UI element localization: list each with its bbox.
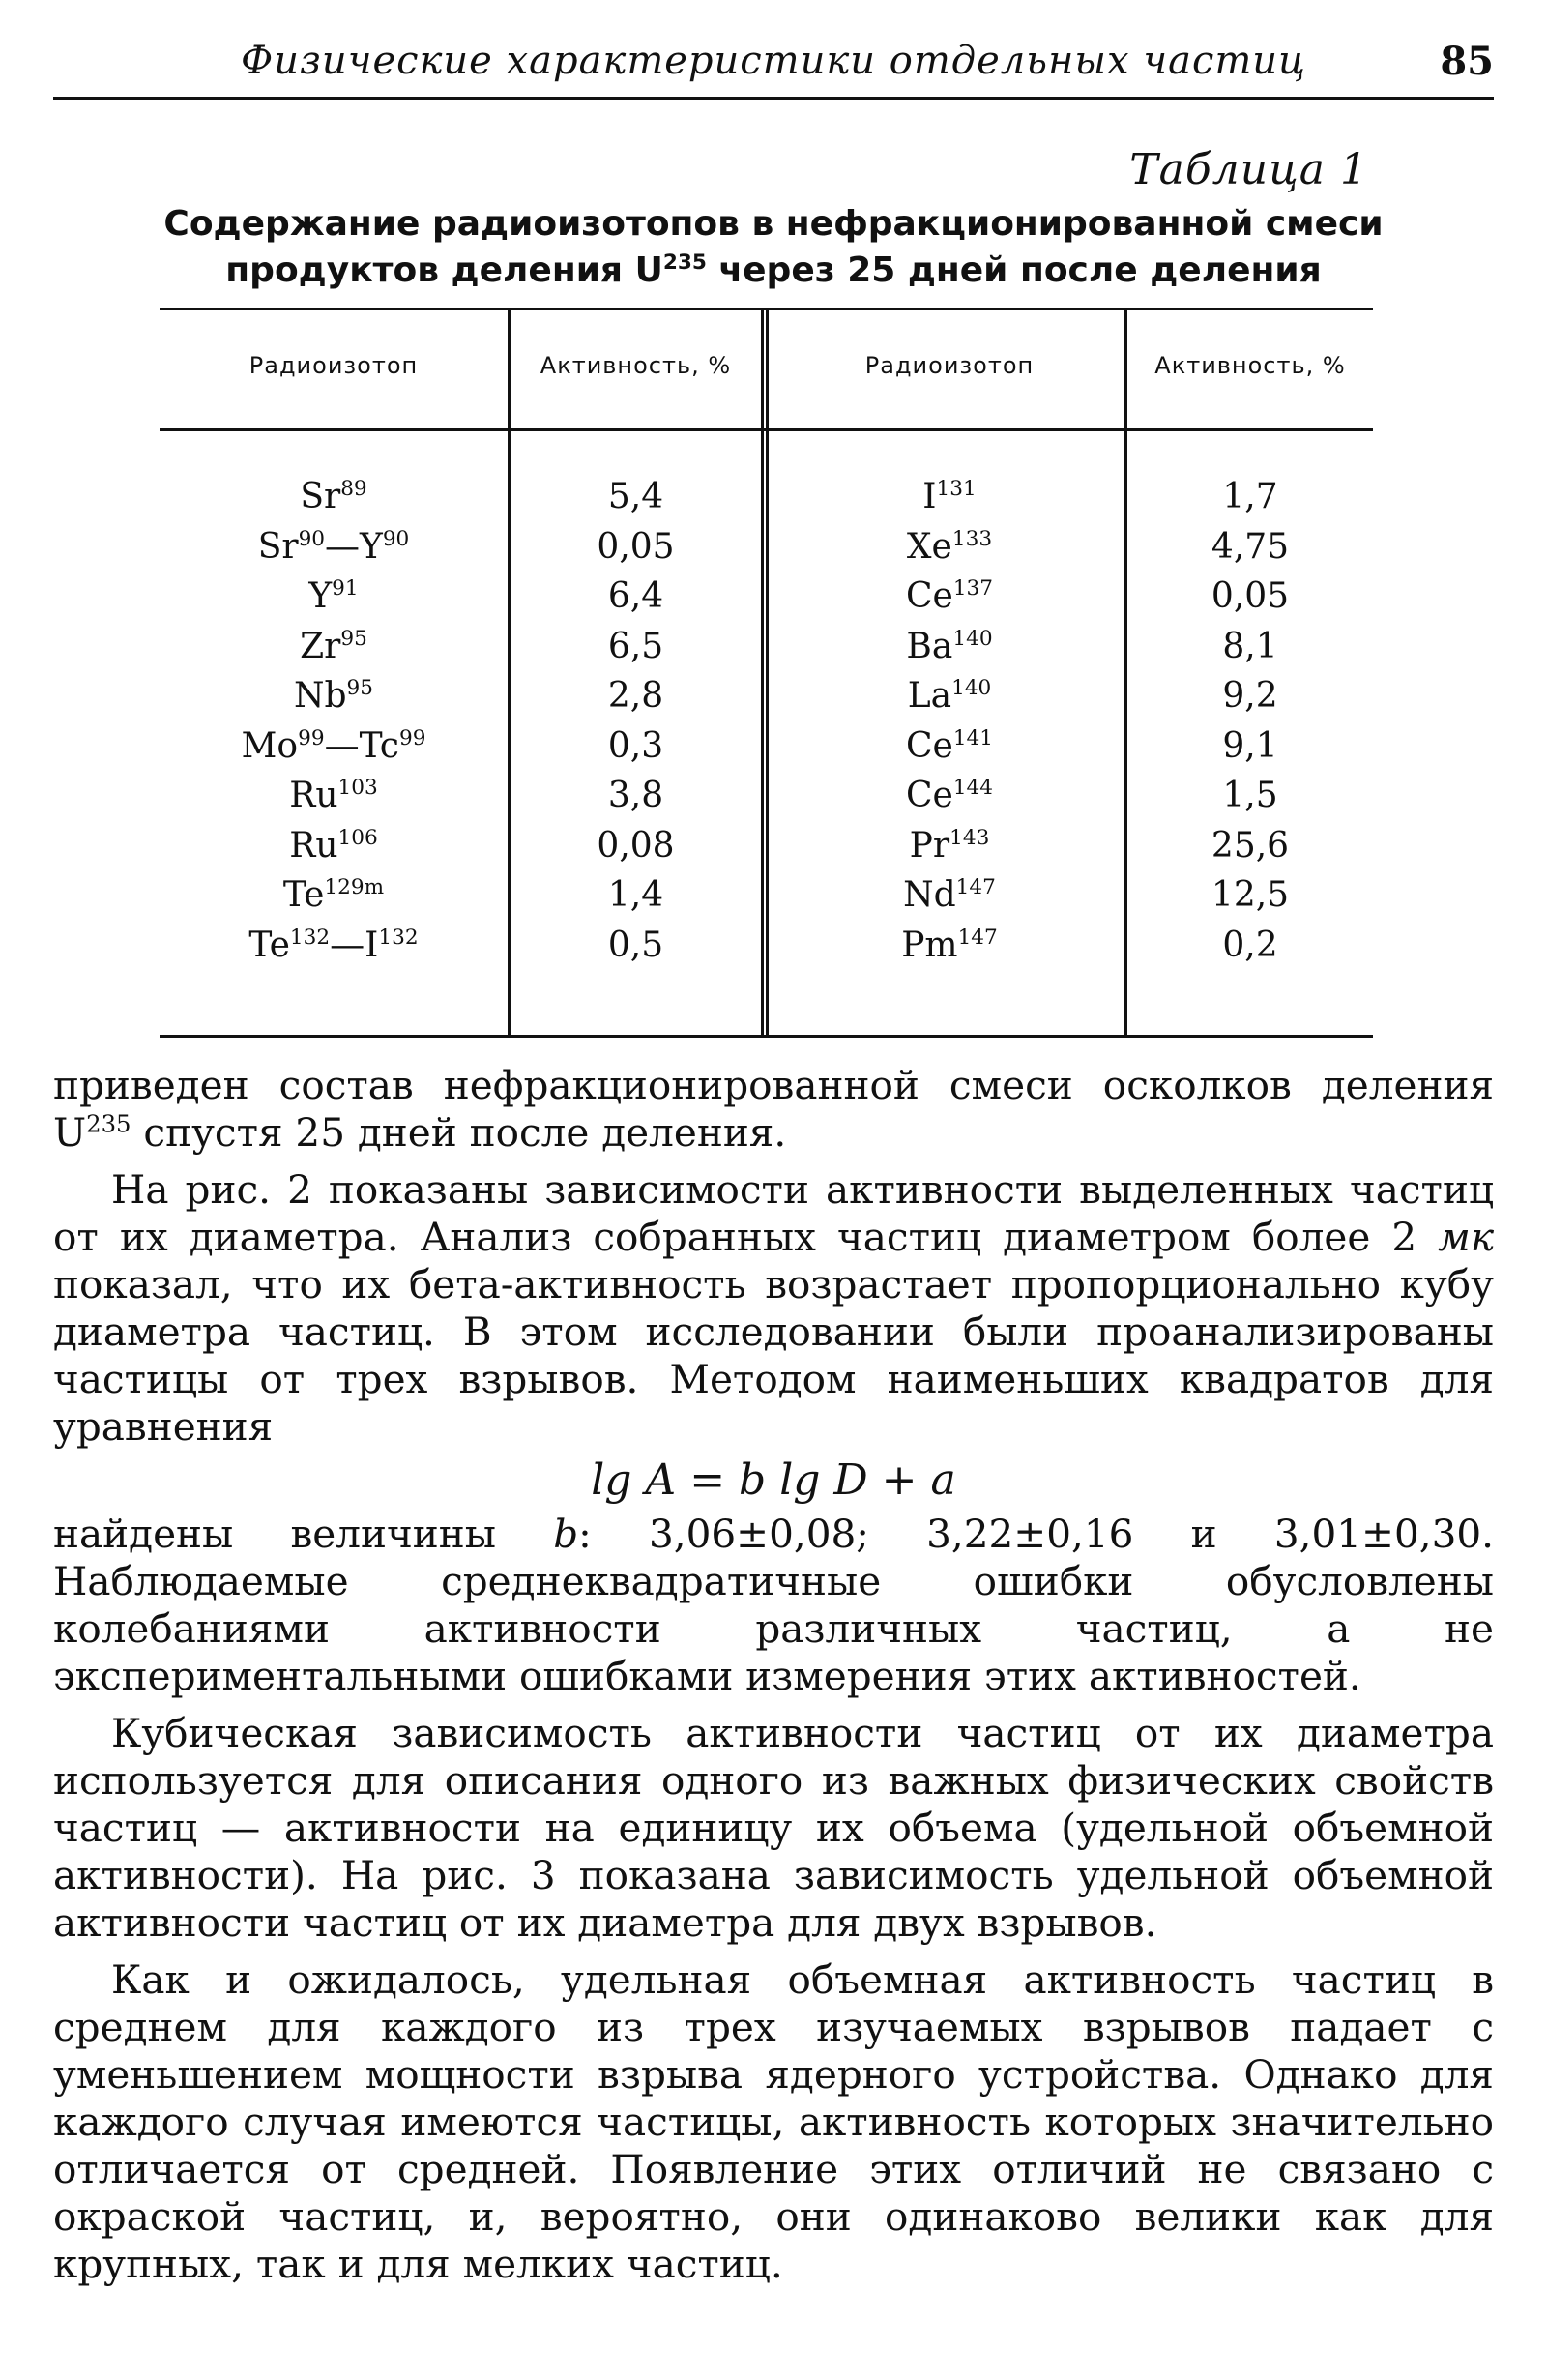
mass-number: 137 bbox=[952, 576, 994, 601]
mass-number: 90 bbox=[298, 526, 326, 551]
isotope-cell bbox=[160, 622, 508, 671]
isotope-symbol: Ba bbox=[906, 626, 953, 666]
unit-text: мк bbox=[1438, 1214, 1494, 1260]
page-number: 85 bbox=[1440, 39, 1494, 84]
mass-number: 140 bbox=[952, 626, 993, 651]
isotope-cell bbox=[774, 870, 1124, 920]
mass-number: 91 bbox=[332, 576, 359, 601]
activity-cell: 0,2 bbox=[1222, 925, 1278, 965]
paragraph-text: На рис. 2 показаны зависимости активности выделенных частиц от их диаметра. Анализ собранных частиц диаметром более 2 bbox=[53, 1166, 1494, 1260]
isotope-cell bbox=[160, 721, 508, 771]
body-text bbox=[53, 1062, 1494, 2288]
paragraph-text: показал, что их бета-активность возрастает пропорционально кубу диаметра частиц. В этом исследовании были проанализированы частицы от трех взрывов. Методом наименьших квадратов для уравнения bbox=[53, 1261, 1494, 1450]
mass-number: 95 bbox=[346, 676, 374, 700]
isotope-cell bbox=[160, 522, 508, 572]
table-label: Таблица 1 bbox=[1129, 145, 1368, 194]
table-title-text: через 25 дней после деления bbox=[706, 250, 1322, 290]
activity-cell: 1,7 bbox=[1222, 477, 1278, 516]
mass-number: 95 bbox=[340, 626, 367, 651]
superscript: 235 bbox=[86, 1109, 131, 1138]
mass-number: 144 bbox=[952, 776, 994, 800]
isotope-symbol: I bbox=[922, 477, 937, 516]
mass-number: 106 bbox=[337, 825, 378, 850]
isotope-cell bbox=[774, 671, 1124, 720]
isotope-symbol: Ru bbox=[289, 776, 338, 815]
table-double-divider bbox=[761, 308, 774, 1038]
paragraph-5: Как и ожидалось, удельная объемная активность частиц в среднем для каждого из трех изучаемых взрывов падает с уменьшением мощности взрыва ядерного устройства. Однако для каждого случая имеются частицы, активность которых значительно отличается от средней. Появление этих отличий не связано с окраской частиц, и, вероятно, они одинаково велики как для крупных, так и для мелких частиц. bbox=[53, 1956, 1494, 2287]
mass-number: 132 bbox=[378, 925, 419, 950]
isotope-cell bbox=[160, 572, 508, 621]
mass-number: 99 bbox=[298, 725, 325, 750]
column-header-isotope-2: Радиоизотоп bbox=[864, 352, 1035, 379]
mass-number: 132 bbox=[289, 925, 331, 950]
isotope-symbol: Ce bbox=[905, 725, 953, 766]
activity-cell: 1,5 bbox=[1222, 776, 1278, 815]
mass-number: 147 bbox=[957, 925, 998, 950]
isotope-symbol: Pm bbox=[901, 925, 958, 965]
isotope-cell bbox=[160, 771, 508, 820]
mass-number: 140 bbox=[951, 676, 992, 700]
activity-cell: 9,1 bbox=[1222, 725, 1278, 766]
paragraph-text: приведен состав нефракционированной смеси осколков деления U bbox=[53, 1062, 1494, 1156]
table-title-text: продуктов деления U bbox=[225, 250, 663, 290]
column-header-activity-1: Активность, % bbox=[540, 352, 732, 379]
isotope-cell bbox=[160, 870, 508, 920]
mass-number: 147 bbox=[955, 875, 996, 899]
isotope-symbol: Te bbox=[248, 925, 290, 965]
activity-cell: 6,4 bbox=[607, 576, 664, 616]
paragraph-text: : 3,06±0,08; 3,22±0,16 и 3,01±0,30. Наблюдаемые среднеквадратичные ошибки обусловлены колебаниями активности различных частиц, а не экспериментальными ошибками измерения этих активностей. bbox=[53, 1511, 1495, 1699]
isotope-cell bbox=[774, 522, 1124, 572]
isotope-symbol: —Y bbox=[325, 526, 383, 567]
isotope-symbol: Sr bbox=[300, 477, 341, 516]
activity-cell: 0,08 bbox=[597, 825, 675, 866]
activity-cell: 12,5 bbox=[1211, 875, 1290, 915]
isotope-symbol: Ru bbox=[289, 825, 338, 866]
activity-cell: 0,3 bbox=[607, 725, 664, 766]
paragraph-2 bbox=[53, 1166, 1494, 1451]
mass-number: 89 bbox=[340, 477, 367, 501]
activity-cell: 0,05 bbox=[597, 526, 675, 567]
isotope-table bbox=[160, 308, 1373, 1038]
table-title-superscript: 235 bbox=[662, 250, 707, 275]
isotope-symbol: Ce bbox=[905, 576, 953, 616]
mass-number: 129m bbox=[324, 875, 385, 899]
mass-number: 99 bbox=[398, 725, 426, 750]
isotope-symbol: Te bbox=[282, 875, 325, 915]
isotope-cell bbox=[774, 771, 1124, 820]
isotope-cell bbox=[160, 821, 508, 870]
activity-cell: 2,8 bbox=[607, 676, 664, 716]
regression-formula: lg A = b lg D + a bbox=[591, 1455, 956, 1505]
activity-cell: 9,2 bbox=[1222, 676, 1278, 716]
mass-number: 90 bbox=[382, 526, 410, 551]
activity-cell: 0,05 bbox=[1211, 576, 1290, 616]
isotope-symbol: —I bbox=[330, 925, 379, 965]
isotope-cell bbox=[774, 472, 1124, 521]
table-title-line-2 bbox=[135, 248, 1412, 294]
paragraph-text: спустя 25 дней после деления. bbox=[131, 1109, 787, 1156]
activity-cell: 6,5 bbox=[607, 626, 664, 666]
isotope-cell bbox=[160, 921, 508, 970]
isotope-symbol: Mo bbox=[241, 725, 299, 766]
mass-number: 131 bbox=[936, 477, 977, 501]
table-title bbox=[135, 201, 1412, 294]
mass-number: 133 bbox=[951, 526, 993, 551]
activity-cell: 25,6 bbox=[1211, 825, 1290, 866]
variable-text: b bbox=[553, 1511, 579, 1557]
column-header-isotope-1: Радиоизотоп bbox=[248, 352, 419, 379]
isotope-cell bbox=[774, 721, 1124, 771]
paragraph-text: найдены величины bbox=[53, 1511, 554, 1557]
mass-number: 103 bbox=[337, 776, 378, 800]
activity-cell: 4,75 bbox=[1211, 526, 1290, 567]
activity-cell: 8,1 bbox=[1222, 626, 1278, 666]
column-header-activity-2: Активность, % bbox=[1154, 352, 1346, 379]
isotope-symbol: Xe bbox=[906, 526, 952, 567]
isotope-cell bbox=[160, 671, 508, 720]
isotope-cell bbox=[160, 472, 508, 521]
isotope-symbol: Ce bbox=[905, 776, 953, 815]
mass-number: 141 bbox=[952, 725, 994, 750]
isotope-symbol: Pr bbox=[909, 825, 950, 866]
isotope-symbol: Y bbox=[308, 576, 333, 616]
running-title: Физические характеристики отдельных частиц bbox=[241, 39, 1306, 83]
isotope-symbol: La bbox=[907, 676, 952, 716]
activity-cell: 1,4 bbox=[607, 875, 664, 915]
paragraph-4: Кубическая зависимость активности частиц от их диаметра используется для описания одного из важных физических свойств частиц — активности на единицу их объема (удельной объемной активности). На рис. 3 показана зависимость удельной объемной активности частиц от их диаметра для двух взрывов. bbox=[53, 1710, 1494, 1946]
table-title-line-1: Содержание радиоизотопов в нефракционированной смеси bbox=[163, 204, 1384, 244]
activity-cell: 5,4 bbox=[607, 477, 664, 516]
isotope-cell bbox=[774, 921, 1124, 970]
isotope-cell bbox=[774, 821, 1124, 870]
paragraph-3 bbox=[53, 1511, 1494, 1700]
activity-cell: 0,5 bbox=[607, 925, 664, 965]
isotope-symbol: —Tc bbox=[324, 725, 399, 766]
isotope-cell bbox=[774, 622, 1124, 671]
isotope-cell bbox=[774, 572, 1124, 621]
isotope-symbol: Nd bbox=[903, 875, 956, 915]
activity-cell: 3,8 bbox=[607, 776, 664, 815]
mass-number: 143 bbox=[949, 825, 990, 850]
isotope-symbol: Sr bbox=[257, 526, 299, 567]
running-header bbox=[53, 27, 1494, 100]
isotope-symbol: Zr bbox=[300, 626, 341, 666]
isotope-symbol: Nb bbox=[293, 676, 347, 716]
paragraph-1 bbox=[53, 1062, 1494, 1157]
